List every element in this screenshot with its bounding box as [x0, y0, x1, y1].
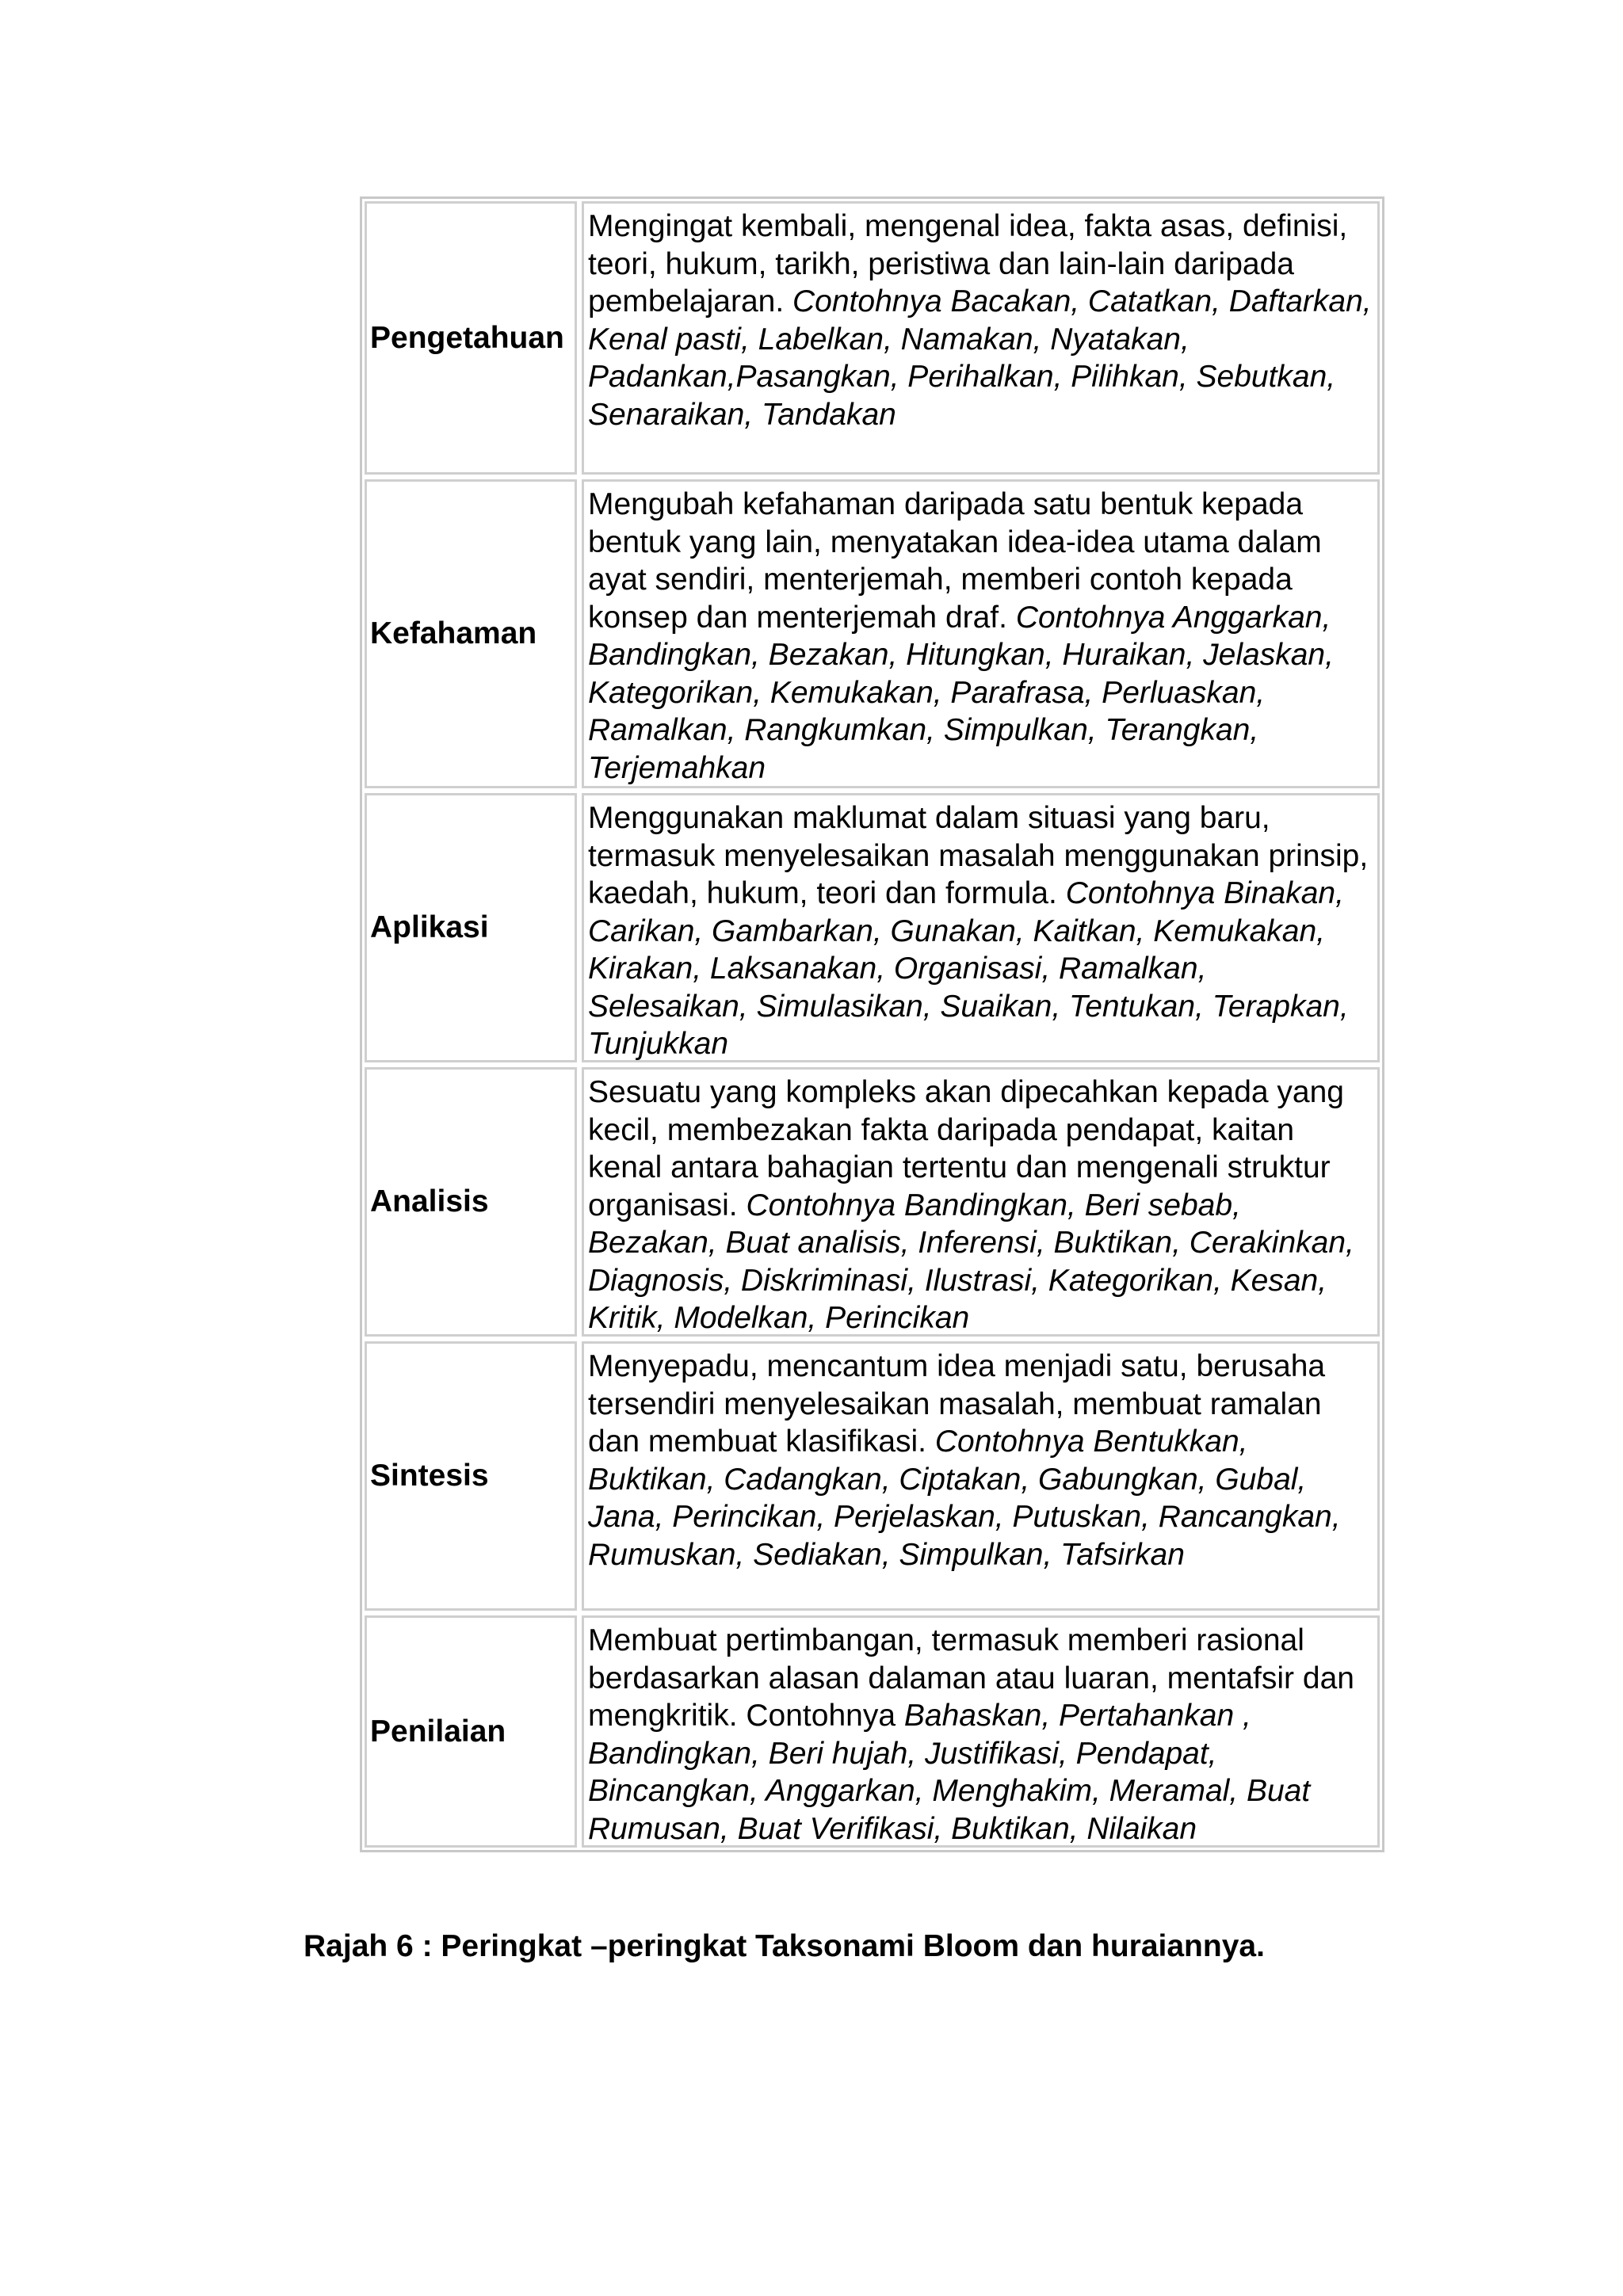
table-row	[365, 1341, 1380, 1611]
figure-caption: Rajah 6 : Peringkat –peringkat Taksonami Bloom dan huraiannya.	[304, 1929, 1265, 1963]
table-row	[365, 479, 1380, 788]
bloom-taxonomy-table	[360, 196, 1384, 1852]
description-text: Mengubah kefahaman daripada satu bentuk kepada bentuk yang lain, menyatakan idea-idea utama dalam ayat sendiri, menterjemah, memberi contoh kepada konsep dan menterjemah draf.	[588, 487, 1322, 635]
description-cell	[582, 1067, 1380, 1337]
table-row	[365, 793, 1380, 1062]
examples-text: Bahaskan, Pertahankan , Bandingkan, Beri hujah, Justifikasi, Pendapat, Bincangkan, Anggarkan, Menghakim, Meramal, Buat Rumusan, Buat Verifikasi, Buktikan, Nilaikan	[588, 1699, 1311, 1846]
description-text: Menyepadu, mencantum idea menjadi satu, berusaha tersendiri menyelesaikan masalah, membuat ramalan dan membuat klasifikasi.	[588, 1349, 1326, 1459]
level-cell: Pengetahuan	[365, 201, 577, 475]
examples-intro-text: Contohnya	[746, 1699, 896, 1733]
description-text: Menggunakan maklumat dalam situasi yang baru, termasuk menyelesaikan masalah menggunakan prinsip, kaedah, hukum, teori dan formula.	[588, 801, 1369, 910]
description-text: Mengingat kembali, mengenal idea, fakta asas, definisi, teori, hukum, tarikh, peristiwa dan lain-lain daripada pembelajaran.	[588, 209, 1348, 318]
level-cell: Kefahaman	[365, 479, 577, 788]
level-cell: Sintesis	[365, 1341, 577, 1611]
table-row	[365, 1615, 1380, 1848]
description-text: Membuat pertimbangan, termasuk memberi rasional berdasarkan alasan dalaman atau luaran, mentafsir dan mengkritik.	[588, 1623, 1354, 1733]
description-cell	[582, 1615, 1380, 1848]
level-cell: Aplikasi	[365, 793, 577, 1062]
examples-text: Contohnya Bacakan, Catatkan, Daftarkan, Kenal pasti, Labelkan, Namakan, Nyatakan, Padankan,Pasangkan, Perihalkan, Pilihkan, Sebutkan, Senaraikan, Tandakan	[588, 284, 1372, 432]
examples-text: Contohnya Binakan, Carikan, Gambarkan, Gunakan, Kaitkan, Kemukakan, Kirakan, Laksanakan, Organisasi, Ramalkan, Selesaikan, Simulasikan, Suaikan, Tentukan, Terapkan, Tunjukkan	[588, 876, 1349, 1061]
level-cell: Penilaian	[365, 1615, 577, 1848]
examples-text: Contohnya Anggarkan, Bandingkan, Bezakan, Hitungkan, Huraikan, Jelaskan, Kategorikan, Kemukakan, Parafrasa, Perluaskan, Ramalkan, Rangkumkan, Simpulkan, Terangkan, Terjemahkan	[588, 600, 1334, 785]
examples-text: Contohnya Bandingkan, Beri sebab, Bezakan, Buat analisis, Inferensi, Buktikan, Cerakinkan, Diagnosis, Diskriminasi, Ilustrasi, Kategorikan, Kesan, Kritik, Modelkan, Perincikan	[588, 1188, 1354, 1335]
description-cell	[582, 479, 1380, 788]
table-row	[365, 201, 1380, 475]
table-row	[365, 1067, 1380, 1337]
description-cell	[582, 793, 1380, 1062]
description-cell	[582, 1341, 1380, 1611]
level-cell: Analisis	[365, 1067, 577, 1337]
description-cell	[582, 201, 1380, 475]
description-text: Sesuatu yang kompleks akan dipecahkan kepada yang kecil, membezakan fakta daripada pendapat, kaitan kenal antara bahagian tertentu dan mengenali struktur organisasi.	[588, 1075, 1344, 1222]
examples-text: Contohnya Bentukkan, Buktikan, Cadangkan, Ciptakan, Gabungkan, Gubal, Jana, Perincikan, Perjelaskan, Putuskan, Rancangkan, Rumuskan, Sediakan, Simpulkan, Tafsirkan	[588, 1425, 1341, 1572]
